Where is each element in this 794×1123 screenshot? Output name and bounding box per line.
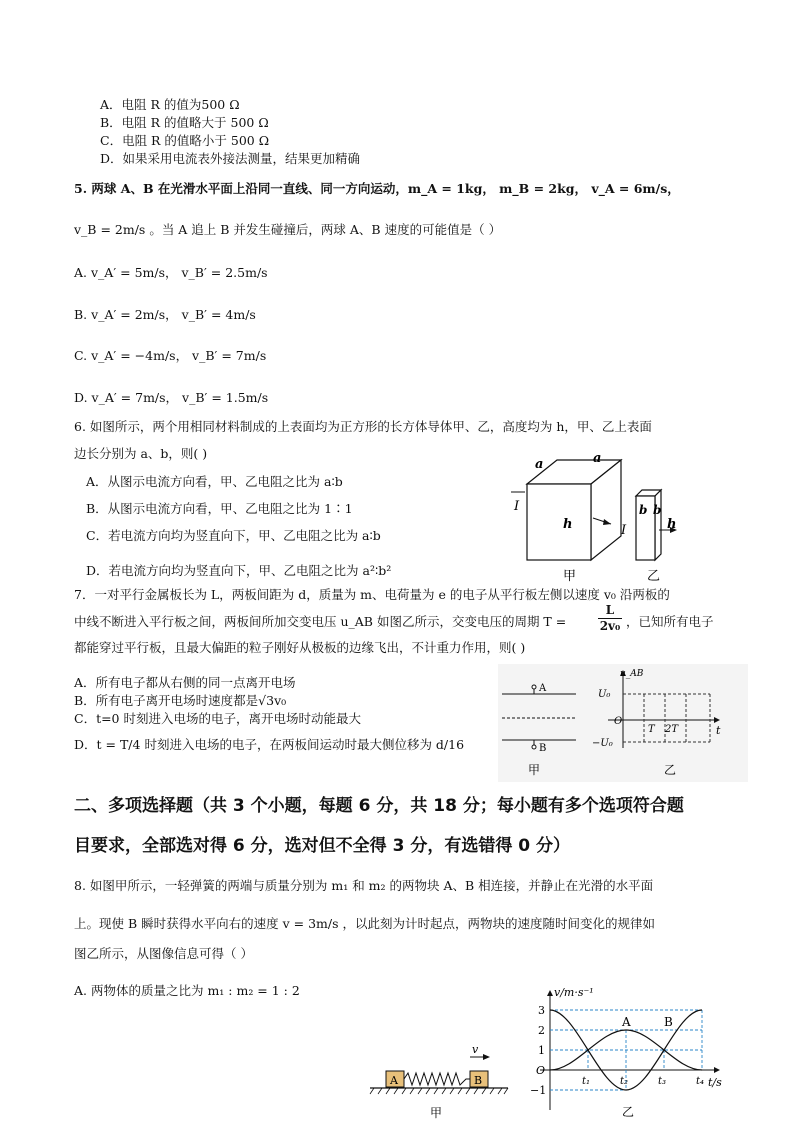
label-A: A <box>539 683 547 694</box>
velocity-arrowhead <box>483 1054 490 1060</box>
label-uab: u_AB <box>620 669 644 679</box>
q6-option-b: B．从图示电流方向看，甲、乙电阻之比为 1∶1 <box>86 501 353 516</box>
label-a2: a <box>593 451 602 466</box>
label-I1: I <box>514 499 520 514</box>
ground-hatch <box>370 1088 508 1094</box>
q6-option-a: A．从图示电流方向看，甲、乙电阻之比为 a∶b <box>86 474 343 489</box>
label-block-a: A <box>390 1074 398 1087</box>
ytick-2: 2 <box>538 1024 545 1037</box>
label-xlabel: t/s <box>708 1076 722 1089</box>
q7-frac-den: 2v₀ <box>599 619 621 633</box>
cube-front <box>527 484 591 560</box>
q8-option-a: A. 两物体的质量之比为 m₁ : m₂ = 1 : 2 <box>74 983 300 998</box>
label-a1: a <box>535 457 544 472</box>
label-O: O <box>614 716 623 727</box>
q6-stem-line1: 6. 如图所示，两个用相同材料制成的上表面均为正方形的长方体导体甲、乙，高度均为 h，甲、乙上表面 <box>74 419 652 434</box>
label-jia: 甲 <box>430 1106 443 1120</box>
q7-stem-line2a: 中线不断进入平行板之间，两板间所加交变电压 u_AB 如图乙所示，交变电压的周期 T = <box>74 614 567 629</box>
q7-option-b: B．所有电子离开电场时速度都是√3v₀ <box>74 693 287 708</box>
label-curve-a: A <box>622 1015 631 1029</box>
q8-figure-vt-graph <box>526 984 746 1120</box>
label-B: B <box>539 743 547 754</box>
section-heading-line1: 二、多项选择题（共 3 个小题，每题 6 分，共 18 分；每小题有多个选项符合题 <box>74 796 684 816</box>
q7-stem-line2b: ，已知所有电子 <box>626 614 714 629</box>
q7-figure <box>498 664 748 782</box>
label-yi: 乙 <box>664 763 677 777</box>
label-negU0: −U₀ <box>592 738 613 749</box>
label-b1: b <box>639 503 648 517</box>
ytick-1: 1 <box>538 1044 545 1057</box>
q4-option-a: A．电阻 R 的值为500 Ω <box>100 97 240 112</box>
label-ylabel: v/m·s⁻¹ <box>554 986 594 999</box>
section-heading-line2: 目要求，全部选对得 6 分，选对但不全得 3 分，有选错得 0 分） <box>74 836 570 856</box>
label-curve-b: B <box>664 1015 673 1029</box>
label-2T: 2T <box>665 724 679 735</box>
q5-option-d: D. v_A′ = 7m/s， v_B′ = 1.5m/s <box>74 390 269 405</box>
ytick-origin: O <box>536 1064 546 1077</box>
q7-option-a: A．所有电子都从右侧的同一点离开电场 <box>74 675 296 690</box>
q8-stem-line3: 图乙所示，从图像信息可得（ ） <box>74 946 253 961</box>
terminal-b-dot <box>532 745 536 749</box>
q7-stem-line3: 都能穿过平行板，且最大偏距的粒子刚好从极板的边缘飞出，不计重力作用，则( ) <box>74 640 526 655</box>
label-h1: h <box>563 517 573 532</box>
q7-stem-line1: 7．一对平行金属板长为 L，两板间距为 d，质量为 m、电荷量为 e 的电子从平行板左侧以速度 v₀ 沿两板的 <box>74 587 670 602</box>
label-t: t <box>716 724 721 737</box>
xtick-t3: t₃ <box>658 1076 667 1087</box>
q7-period-fraction <box>598 603 622 634</box>
q6-option-d: D．若电流方向均为竖直向下，甲、乙电阻之比为 a²∶b² <box>86 563 392 578</box>
label-T: T <box>648 724 655 735</box>
terminal-a-dot <box>532 685 536 689</box>
q7-frac-num: L <box>598 603 622 619</box>
label-jia: 甲 <box>528 763 541 777</box>
ytick-neg1: −1 <box>530 1084 547 1097</box>
q6-stem-line2: 边长分别为 a、b，则( ) <box>74 446 208 461</box>
q5-stem-line2: v_B = 2m/s 。当 A 追上 B 并发生碰撞后，两球 A、B 速度的可能值是（ ） <box>74 222 502 237</box>
q6-figure <box>505 448 705 588</box>
q5-option-b: B. v_A′ = 2m/s， v_B′ = 4m/s <box>74 307 256 322</box>
q7-option-d: D．t = T/4 时刻进入电场的电子，在两板间运动时最大侧位移为 d/16 <box>74 737 465 752</box>
label-yi: 乙 <box>622 1105 635 1119</box>
q5-option-c: C. v_A′ = −4m/s， v_B′ = 7m/s <box>74 348 267 363</box>
q6-option-c: C．若电流方向均为竖直向下，甲、乙电阻之比为 a∶b <box>86 528 381 543</box>
spring <box>404 1073 470 1085</box>
q7-option-c: C．t=0 时刻进入电场的电子，离开电场时动能最大 <box>74 711 361 726</box>
q8-stem-line2: 上。现使 B 瞬时获得水平向右的速度 v = 3m/s ，以此刻为计时起点，两物块的速度随时间变化的规律如 <box>74 916 655 931</box>
q4-option-b: B．电阻 R 的值略大于 500 Ω <box>100 115 269 130</box>
xtick-t1: t₁ <box>582 1076 591 1087</box>
label-h2: h <box>667 517 677 532</box>
ytick-3: 3 <box>538 1004 545 1017</box>
xtick-t4: t₄ <box>696 1076 705 1087</box>
y-axis-arrow <box>547 990 553 996</box>
label-block-b: B <box>474 1074 483 1087</box>
xtick-t2: t₂ <box>620 1076 629 1087</box>
label-v: v <box>472 1043 479 1056</box>
q8-figure-blocks <box>366 1045 516 1121</box>
q5-option-a: A. v_A′ = 5m/s， v_B′ = 2.5m/s <box>74 265 268 280</box>
q4-option-d: D．如果采用电流表外接法测量，结果更加精确 <box>100 151 361 166</box>
label-yi: 乙 <box>647 569 661 584</box>
label-U0: U₀ <box>598 689 611 700</box>
q5-stem-line1: 5. 两球 A、B 在光滑水平面上沿同一直线、同一方向运动，m_A = 1kg， m_B = 2kg， v_A = 6m/s， <box>74 181 680 196</box>
label-b2: b <box>653 503 662 517</box>
t-axis-arrow <box>714 1067 720 1073</box>
q4-option-c: C．电阻 R 的值略小于 500 Ω <box>100 133 270 148</box>
bar-side <box>655 490 661 560</box>
label-I2: I <box>621 523 627 538</box>
q8-stem-line1: 8. 如图甲所示，一轻弹簧的两端与质量分别为 m₁ 和 m₂ 的两物块 A、B 相连接，并静止在光滑的水平面 <box>74 878 654 893</box>
label-jia: 甲 <box>563 569 577 584</box>
